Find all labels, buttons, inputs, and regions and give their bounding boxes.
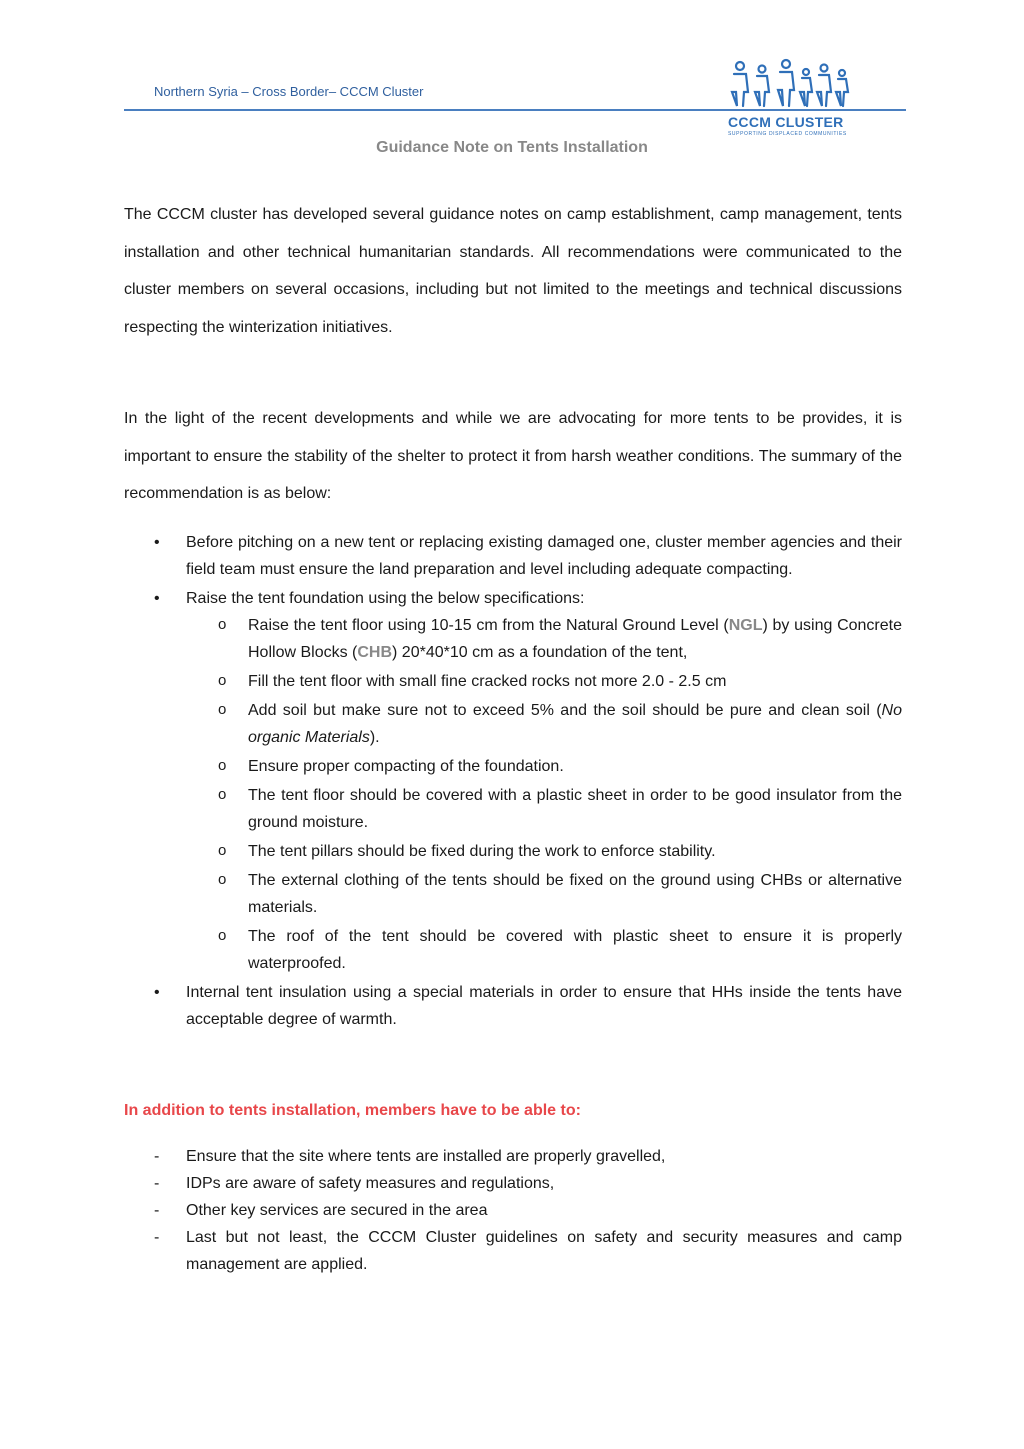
additional-requirements-list — [186, 1143, 902, 1278]
recommendations-list — [186, 529, 902, 1035]
sub-list-item — [248, 782, 902, 836]
sub-item-text: The tent pillars should be fixed during the work to enforce stability. — [248, 843, 716, 860]
sub-list-item — [248, 668, 902, 695]
sub-item-text: ). — [369, 729, 380, 746]
header-text: Northern Syria – Cross Border– CCCM Cluster — [154, 84, 424, 99]
chb-abbrev: CHB — [357, 644, 393, 661]
logo-title: CCCM CLUSTER — [728, 114, 844, 130]
list-item: - Last but not least, the CCCM Cluster guidelines on safety and security measures and camp management are applied. — [186, 1224, 902, 1278]
sub-item-text: The roof of the tent should be covered with plastic sheet to ensure it is properly waterproofed. — [248, 928, 902, 972]
sub-list-item — [248, 753, 902, 780]
sub-item-italic: No organic Materials — [248, 702, 902, 746]
sub-list-item — [248, 867, 902, 921]
foundation-specs-list — [186, 612, 902, 977]
list-item-text: Before pitching on a new tent or replacing existing damaged one, cluster member agencies and their field team must ensure the land preparation and level including adequate compacting. — [186, 534, 902, 578]
ngl-abbrev: NGL — [728, 617, 763, 634]
additional-requirements-heading: In addition to tents installation, members have to be able to: — [124, 1102, 581, 1119]
list-item: - Ensure that the site where tents are installed are properly gravelled, — [186, 1143, 902, 1170]
logo-subtitle: SUPPORTING DISPLACED COMMUNITIES — [728, 131, 847, 137]
sub-list-item — [248, 697, 902, 751]
intro-paragraph: The CCCM cluster has developed several guidance notes on camp establishment, camp management, tents installation and other technical humanitarian standards. All recommendations were communicated to the cluster members on several occasions, including but not limited to the meetings and technical discussions respecting the winterization initiatives. — [124, 206, 902, 337]
sub-item-text: The external clothing of the tents should be fixed on the ground using CHBs or alternative materials. — [248, 872, 902, 916]
list-item — [186, 979, 902, 1033]
list-item-text: Internal tent insulation using a special materials in order to ensure that HHs inside the tents have acceptable degree of warmth. — [186, 984, 902, 1028]
sub-item-text: ) by using Concrete Hollow Blocks ( — [248, 617, 903, 661]
sub-item-text: ) 20*40*10 cm as a foundation of the tent, — [392, 644, 688, 661]
context-paragraph: In the light of the recent developments and while we are advocating for more tents to be provides, it is important to ensure the stability of the shelter to protect it from harsh weather conditions. The summary of the recommendation is as below: — [124, 410, 902, 503]
page-header — [124, 58, 906, 138]
sub-item-text: Raise the tent floor using 10-15 cm from the Natural Ground Level ( — [248, 617, 729, 634]
list-item — [186, 585, 902, 977]
list-item: - IDPs are aware of safety measures and regulations, — [186, 1170, 902, 1197]
list-item: - Other key services are secured in the area — [186, 1197, 902, 1224]
people-figures-icon — [728, 58, 852, 110]
sub-item-text: The tent floor should be covered with a plastic sheet in order to be good insulator from the ground moisture. — [248, 787, 902, 831]
cccm-logo — [724, 58, 864, 138]
list-item-text: Raise the tent foundation using the below specifications: — [186, 590, 585, 607]
sub-item-text: Fill the tent floor with small fine cracked rocks not more 2.0 - 2.5 cm — [248, 673, 727, 690]
sub-item-text: Add soil but make sure not to exceed 5% and the soil should be pure and clean soil ( — [248, 702, 882, 719]
sub-list-item — [248, 838, 902, 865]
sub-list-item — [248, 612, 902, 666]
list-item — [186, 529, 902, 583]
document-title: Guidance Note on Tents Installation — [376, 139, 648, 156]
sub-item-text: Ensure proper compacting of the foundation. — [248, 758, 564, 775]
sub-list-item — [248, 923, 902, 977]
